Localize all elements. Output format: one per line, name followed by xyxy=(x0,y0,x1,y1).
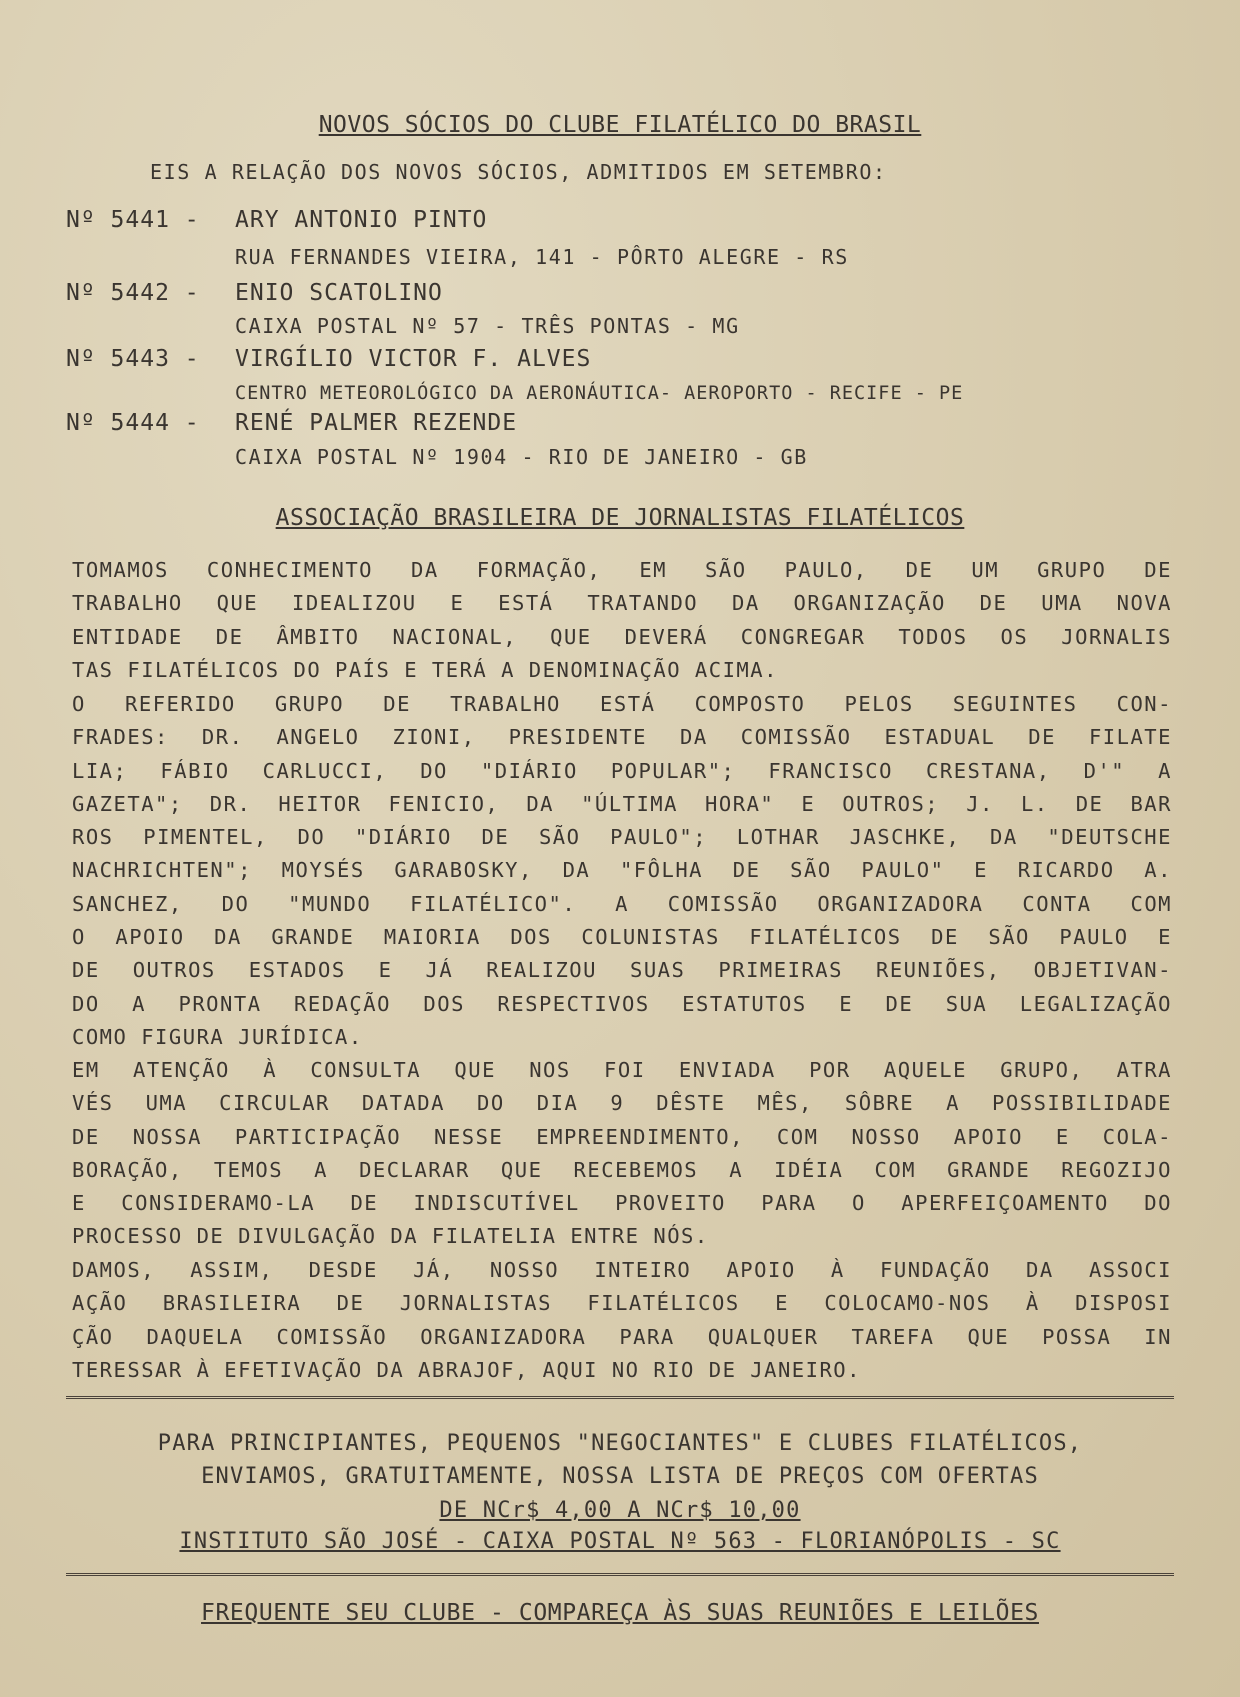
paragraph-line: NACHRICHTEN"; MOYSÉS GARABOSKY, DA "FÔLHA DE SÃO PAULO" E RICARDO A. xyxy=(72,858,1172,883)
paragraph-1 xyxy=(72,558,1172,691)
paragraph-line: DE OUTROS ESTADOS E JÁ REALIZOU SUAS PRIMEIRAS REUNIÕES, OBJETIVAN- xyxy=(72,958,1172,983)
advertisement-box xyxy=(66,1396,1174,1576)
paragraph-line: DE NOSSA PARTICIPAÇÃO NESSE EMPREENDIMENTO, COM NOSSO APOIO E COLA- xyxy=(72,1124,1172,1149)
paragraph-line: ENTIDADE DE ÂMBITO NACIONAL, QUE DEVERÁ CONGREGAR TODOS OS JORNALIS xyxy=(72,624,1172,649)
member-address: CENTRO METEOROLÓGICO DA AERONÁUTICA- AEROPORTO - RECIFE - PE xyxy=(235,383,964,404)
paragraph-line: GAZETA"; DR. HEITOR FENICIO, DA "ÚLTIMA HORA" E OUTROS; J. L. DE BAR xyxy=(72,791,1172,816)
paragraph-line: COMO FIGURA JURÍDICA. xyxy=(72,1024,363,1049)
paragraph-line: FRADES: DR. ANGELO ZIONI, PRESIDENTE DA COMISSÃO ESTADUAL DE FILATE xyxy=(72,725,1172,750)
paragraph-line: O REFERIDO GRUPO DE TRABALHO ESTÁ COMPOSTO PELOS SEGUINTES CON- xyxy=(72,692,1172,716)
paragraph-line: SANCHEZ, DO "MUNDO FILATÉLICO". A COMISSÃO ORGANIZADORA CONTA COM xyxy=(72,891,1172,916)
section-title-new-members: NOVOS SÓCIOS DO CLUBE FILATÉLICO DO BRASIL xyxy=(318,112,922,138)
paragraph-line: TAS FILATÉLICOS DO PAÍS E TERÁ A DENOMINAÇÃO ACIMA. xyxy=(72,657,778,682)
ad-price-line: DE NCr$ 4,00 A NCr$ 10,00 xyxy=(439,1498,801,1523)
paragraph-2 xyxy=(72,692,1172,1058)
footer-slogan: FREQUENTE SEU CLUBE - COMPAREÇA ÀS SUAS REUNIÕES E LEILÕES xyxy=(201,1600,1039,1626)
paragraph-4 xyxy=(72,1258,1172,1391)
member-number: Nº 5441 - xyxy=(66,207,200,233)
paragraph-3 xyxy=(72,1058,1172,1258)
paragraph-line: BORAÇÃO, TEMOS A DECLARAR QUE RECEBEMOS A IDÉIA COM GRANDE REGOZIJO xyxy=(72,1157,1172,1182)
paragraph-line: AÇÃO BRASILEIRA DE JORNALISTAS FILATÉLICOS E COLOCAMO-NOS À DISPOSI xyxy=(72,1291,1172,1316)
section-title-abrajof: ASSOCIAÇÃO BRASILEIRA DE JORNALISTAS FILATÉLICOS xyxy=(275,505,965,531)
intro-text: EIS A RELAÇÃO DOS NOVOS SÓCIOS, ADMITIDOS EM SETEMBRO: xyxy=(150,160,887,184)
member-name: VIRGÍLIO VICTOR F. ALVES xyxy=(235,346,592,372)
paragraph-line: EM ATENÇÃO À CONSULTA QUE NOS FOI ENVIADA POR AQUELE GRUPO, ATRA xyxy=(72,1058,1172,1082)
paragraph-line: TERESSAR À EFETIVAÇÃO DA ABRAJOF, AQUI NO RIO DE JANEIRO. xyxy=(72,1357,861,1382)
member-address: RUA FERNANDES VIEIRA, 141 - PÔRTO ALEGRE - RS xyxy=(235,245,849,269)
paragraph-line: E CONSIDERAMO-LA DE INDISCUTÍVEL PROVEITO PARA O APERFEIÇOAMENTO DO xyxy=(72,1191,1172,1216)
paragraph-line: TOMAMOS CONHECIMENTO DA FORMAÇÃO, EM SÃO PAULO, DE UM GRUPO DE xyxy=(72,558,1172,582)
paragraph-line: ROS PIMENTEL, DO "DIÁRIO DE SÃO PAULO"; LOTHAR JASCHKE, DA "DEUTSCHE xyxy=(72,825,1172,850)
paragraph-line: DAMOS, ASSIM, DESDE JÁ, NOSSO INTEIRO APOIO À FUNDAÇÃO DA ASSOCI xyxy=(72,1258,1172,1282)
member-name: RENÉ PALMER REZENDE xyxy=(235,410,518,436)
member-number: Nº 5442 - xyxy=(66,280,200,306)
member-number: Nº 5444 - xyxy=(66,410,200,436)
member-address: CAIXA POSTAL Nº 1904 - RIO DE JANEIRO - GB xyxy=(235,445,808,469)
ad-line: ENVIAMOS, GRATUITAMENTE, NOSSA LISTA DE PREÇOS COM OFERTAS xyxy=(201,1464,1039,1489)
ad-line: PARA PRINCIPIANTES, PEQUENOS "NEGOCIANTES" E CLUBES FILATÉLICOS, xyxy=(157,1431,1083,1456)
paragraph-line: TRABALHO QUE IDEALIZOU E ESTÁ TRATANDO DA ORGANIZAÇÃO DE UMA NOVA xyxy=(72,591,1172,616)
member-name: ENIO SCATOLINO xyxy=(235,280,443,306)
paragraph-line: O APOIO DA GRANDE MAIORIA DOS COLUNISTAS FILATÉLICOS DE SÃO PAULO E xyxy=(72,925,1172,950)
paragraph-line: DO A PRONTA REDAÇÃO DOS RESPECTIVOS ESTATUTOS E DE SUA LEGALIZAÇÃO xyxy=(72,991,1172,1016)
member-address: CAIXA POSTAL Nº 57 - TRÊS PONTAS - MG xyxy=(235,314,740,338)
paragraph-line: PROCESSO DE DIVULGAÇÃO DA FILATELIA ENTRE NÓS. xyxy=(72,1224,709,1249)
member-name: ARY ANTONIO PINTO xyxy=(235,207,488,233)
member-number: Nº 5443 - xyxy=(66,346,200,372)
paragraph-line: VÉS UMA CIRCULAR DATADA DO DIA 9 DÊSTE MÊS, SÔBRE A POSSIBILIDADE xyxy=(72,1091,1172,1116)
paragraph-line: ÇÃO DAQUELA COMISSÃO ORGANIZADORA PARA QUALQUER TAREFA QUE POSSA IN xyxy=(72,1324,1172,1349)
paragraph-line: LIA; FÁBIO CARLUCCI, DO "DIÁRIO POPULAR"; FRANCISCO CRESTANA, D'" A xyxy=(72,758,1172,783)
ad-address-line: INSTITUTO SÃO JOSÉ - CAIXA POSTAL Nº 563 - FLORIANÓPOLIS - SC xyxy=(179,1529,1061,1554)
